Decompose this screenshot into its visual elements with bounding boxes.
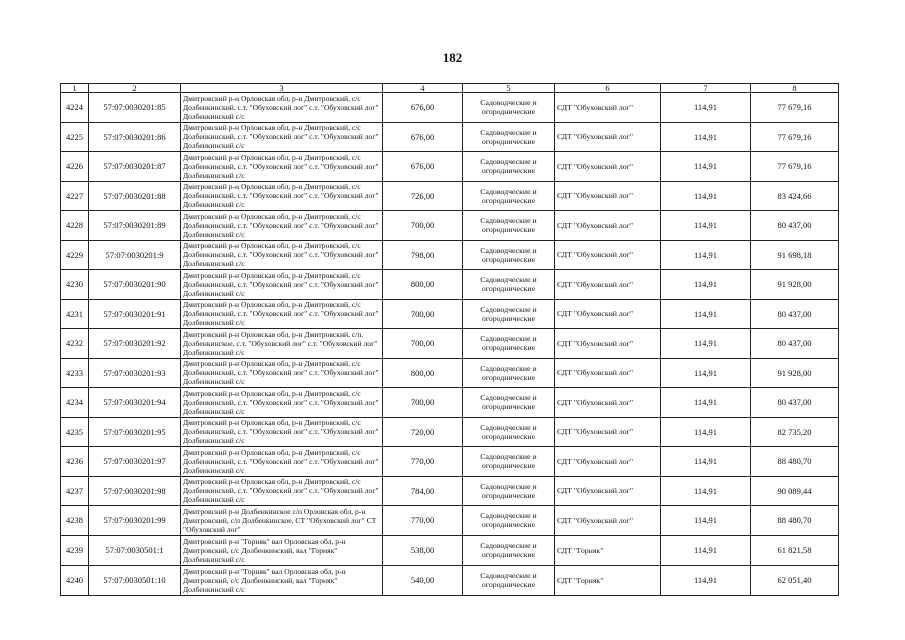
table-row	[61, 211, 839, 241]
row-number: 4238	[61, 506, 89, 536]
row-number: 4239	[61, 535, 89, 565]
area-cell: 676,00	[383, 152, 463, 182]
row-number: 4240	[61, 565, 89, 595]
unit-price-cell: 114,91	[661, 270, 751, 300]
organization-cell: СДТ "Обуховский лог"	[555, 358, 661, 388]
area-cell: 700,00	[383, 211, 463, 241]
unit-price-cell: 114,91	[661, 565, 751, 595]
column-header: 7	[661, 84, 751, 93]
row-number: 4231	[61, 299, 89, 329]
row-number: 4229	[61, 240, 89, 270]
cadastral-number: 57:07:0030201:85	[89, 93, 181, 123]
cadastral-number: 57:07:0030201:94	[89, 388, 181, 418]
address-cell: Дмитровский р-н Орловская обл, р-н Дмитровский, с/с Долбенкинский, с.т. "Обуховский лог" с.т. "Обуховский лог" Долбенкинский с/с	[181, 240, 383, 270]
table-row	[61, 535, 839, 565]
address-cell: Дмитровский р-н Орловская обл, р-н Дмитровский, с/с Долбенкинский, с.т. "Обуховский лог" с.т. "Обуховский лог" Долбенкинский с/с	[181, 476, 383, 506]
organization-cell: СДТ "Обуховский лог"	[555, 181, 661, 211]
area-cell: 770,00	[383, 506, 463, 536]
table-row	[61, 388, 839, 418]
unit-price-cell: 114,91	[661, 122, 751, 152]
area-cell: 800,00	[383, 270, 463, 300]
column-header: 2	[89, 84, 181, 93]
page-number: 182	[442, 50, 463, 65]
cadastral-number: 57:07:0030201:87	[89, 152, 181, 182]
address-cell: Дмитровский р-н "Горняк" вал Орловская обл, р-н Дмитровский, с/с Долбенкинский, вал "Горняк" Долбенкинский с/с	[181, 565, 383, 595]
row-number: 4235	[61, 417, 89, 447]
column-header: 1	[61, 84, 89, 93]
row-number: 4230	[61, 270, 89, 300]
table-row	[61, 476, 839, 506]
total-value-cell: 62 051,40	[751, 565, 839, 595]
cadastral-number: 57:07:0030201:90	[89, 270, 181, 300]
row-number: 4228	[61, 211, 89, 241]
total-value-cell: 80 437,00	[751, 211, 839, 241]
table-row	[61, 270, 839, 300]
unit-price-cell: 114,91	[661, 240, 751, 270]
address-cell: Дмитровский р-н Орловская обл, р-н Дмитровский, с/с Долбенкинский, с.т. "Обуховский лог" с.т. "Обуховский лог" Долбенкинский с/с	[181, 152, 383, 182]
total-value-cell: 80 437,00	[751, 299, 839, 329]
area-cell: 770,00	[383, 447, 463, 477]
column-header: 6	[555, 84, 661, 93]
organization-cell: СДТ "Обуховский лог"	[555, 476, 661, 506]
organization-cell: СДТ "Обуховский лог"	[555, 211, 661, 241]
unit-price-cell: 114,91	[661, 181, 751, 211]
row-number: 4233	[61, 358, 89, 388]
total-value-cell: 91 928,00	[751, 270, 839, 300]
area-cell: 700,00	[383, 388, 463, 418]
organization-cell: СДТ "Обуховский лог"	[555, 93, 661, 123]
total-value-cell: 82 735,20	[751, 417, 839, 447]
table-row	[61, 240, 839, 270]
cadastral-number: 57:07:0030201:92	[89, 329, 181, 359]
organization-cell: СДТ "Горняк"	[555, 535, 661, 565]
land-use-cell: Садоводческие и огороднические	[463, 93, 555, 123]
table-row	[61, 329, 839, 359]
unit-price-cell: 114,91	[661, 388, 751, 418]
row-number: 4225	[61, 122, 89, 152]
land-use-cell: Садоводческие и огороднические	[463, 506, 555, 536]
cadastral-number: 57:07:0030501:10	[89, 565, 181, 595]
total-value-cell: 88 480,70	[751, 447, 839, 477]
land-use-cell: Садоводческие и огороднические	[463, 240, 555, 270]
table-row	[61, 358, 839, 388]
table-row	[61, 122, 839, 152]
land-use-cell: Садоводческие и огороднические	[463, 211, 555, 241]
column-number-row	[61, 84, 839, 93]
unit-price-cell: 114,91	[661, 417, 751, 447]
unit-price-cell: 114,91	[661, 447, 751, 477]
cadastral-number: 57:07:0030201:93	[89, 358, 181, 388]
address-cell: Дмитровский р-н Орловская обл, р-н Дмитровский, с/с Долбенкинский, с.т. "Обуховский лог" с.т. "Обуховский лог" Долбенкинский с/с	[181, 270, 383, 300]
cadastral-number: 57:07:0030201:9	[89, 240, 181, 270]
unit-price-cell: 114,91	[661, 329, 751, 359]
organization-cell: СДТ "Обуховский лог"	[555, 152, 661, 182]
land-use-cell: Садоводческие и огороднические	[463, 270, 555, 300]
area-cell: 720,00	[383, 417, 463, 447]
organization-cell: СДТ "Обуховский лог"	[555, 388, 661, 418]
organization-cell: СДТ "Горняк"	[555, 565, 661, 595]
address-cell: Дмитровский р-н Орловская обл, р-н Дмитровский, с/с Долбенкинский, с.т. "Обуховский лог" с.т. "Обуховский лог" Долбенкинский с/с	[181, 299, 383, 329]
cadastral-number: 57:07:0030201:89	[89, 211, 181, 241]
address-cell: Дмитровский р-н "Горняк" вал Орловская обл, р-н Дмитровский, с/с Долбенкинский, вал "Горняк" Долбенкинский с/с	[181, 535, 383, 565]
column-header: 3	[181, 84, 383, 93]
table-body	[61, 93, 839, 596]
table-row	[61, 447, 839, 477]
address-cell: Дмитровский р-н Орловская обл, р-н Дмитровский, с/с Долбенкинский, с.т. "Обуховский лог" с.т. "Обуховский лог" Долбенкинский с/с	[181, 93, 383, 123]
land-use-cell: Садоводческие и огороднические	[463, 447, 555, 477]
row-number: 4237	[61, 476, 89, 506]
address-cell: Дмитровский р-н Орловская обл, р-н Дмитровский, с/с Долбенкинский, с.т. "Обуховский лог" с.т. "Обуховский лог" Долбенкинский с/с	[181, 181, 383, 211]
total-value-cell: 90 089,44	[751, 476, 839, 506]
area-cell: 700,00	[383, 299, 463, 329]
organization-cell: СДТ "Обуховский лог"	[555, 270, 661, 300]
cadastral-number: 57:07:0030201:99	[89, 506, 181, 536]
land-use-cell: Садоводческие и огороднические	[463, 358, 555, 388]
row-number: 4234	[61, 388, 89, 418]
total-value-cell: 83 424,66	[751, 181, 839, 211]
organization-cell: СДТ "Обуховский лог"	[555, 329, 661, 359]
area-cell: 800,00	[383, 358, 463, 388]
table-row	[61, 565, 839, 595]
land-use-cell: Садоводческие и огороднические	[463, 181, 555, 211]
area-cell: 798,00	[383, 240, 463, 270]
total-value-cell: 88 480,70	[751, 506, 839, 536]
unit-price-cell: 114,91	[661, 211, 751, 241]
address-cell: Дмитровский р-н Орловская обл, р-н Дмитровский, с/с Долбенкинский, с.т. "Обуховский лог" с.т. "Обуховский лог" Долбенкинский с/с	[181, 122, 383, 152]
row-number: 4232	[61, 329, 89, 359]
row-number: 4236	[61, 447, 89, 477]
table-row	[61, 93, 839, 123]
unit-price-cell: 114,91	[661, 152, 751, 182]
unit-price-cell: 114,91	[661, 299, 751, 329]
land-use-cell: Садоводческие и огороднические	[463, 329, 555, 359]
table-row	[61, 299, 839, 329]
area-cell: 540,00	[383, 565, 463, 595]
land-registry-table	[60, 83, 839, 596]
land-use-cell: Садоводческие и огороднические	[463, 476, 555, 506]
area-cell: 538,00	[383, 535, 463, 565]
organization-cell: СДТ "Обуховский лог"	[555, 506, 661, 536]
unit-price-cell: 114,91	[661, 506, 751, 536]
total-value-cell: 91 928,00	[751, 358, 839, 388]
cadastral-number: 57:07:0030201:97	[89, 447, 181, 477]
row-number: 4224	[61, 93, 89, 123]
land-use-cell: Садоводческие и огороднические	[463, 565, 555, 595]
row-number: 4227	[61, 181, 89, 211]
area-cell: 676,00	[383, 122, 463, 152]
organization-cell: СДТ "Обуховский лог"	[555, 417, 661, 447]
table-row	[61, 152, 839, 182]
total-value-cell: 61 821,58	[751, 535, 839, 565]
total-value-cell: 77 679,16	[751, 152, 839, 182]
total-value-cell: 80 437,00	[751, 388, 839, 418]
cadastral-number: 57:07:0030201:88	[89, 181, 181, 211]
organization-cell: СДТ "Обуховский лог"	[555, 240, 661, 270]
address-cell: Дмитровский р-н Орловская обл, р-н Дмитровский, с/с Долбенкинский, с.т. "Обуховский лог" с.т. "Обуховский лог" Долбенкинский с/с	[181, 417, 383, 447]
cadastral-number: 57:07:0030201:95	[89, 417, 181, 447]
land-use-cell: Садоводческие и огороднические	[463, 122, 555, 152]
table-row	[61, 506, 839, 536]
land-use-cell: Садоводческие и огороднические	[463, 299, 555, 329]
organization-cell: СДТ "Обуховский лог"	[555, 122, 661, 152]
area-cell: 676,00	[383, 93, 463, 123]
table-row	[61, 181, 839, 211]
address-cell: Дмитровский р-н Орловская обл, р-н Дмитровский, с/с Долбенкинский, с.т. "Обуховский лог" с.т. "Обуховский лог" Долбенкинский с/с	[181, 447, 383, 477]
column-header: 8	[751, 84, 839, 93]
address-cell: Дмитровский р-н Орловская обл, р-н Дмитровский, с/п. Долбенкинское, с.т. "Обуховский лог" с.т. "Обуховский лог" Долбенкинский с/с	[181, 329, 383, 359]
land-use-cell: Садоводческие и огороднические	[463, 535, 555, 565]
organization-cell: СДТ "Обуховский лог"	[555, 299, 661, 329]
unit-price-cell: 114,91	[661, 476, 751, 506]
total-value-cell: 91 698,18	[751, 240, 839, 270]
unit-price-cell: 114,91	[661, 535, 751, 565]
total-value-cell: 77 679,16	[751, 93, 839, 123]
table-row	[61, 417, 839, 447]
column-header: 5	[463, 84, 555, 93]
row-number: 4226	[61, 152, 89, 182]
unit-price-cell: 114,91	[661, 358, 751, 388]
land-use-cell: Садоводческие и огороднические	[463, 152, 555, 182]
total-value-cell: 80 437,00	[751, 329, 839, 359]
address-cell: Дмитровский р-н Долбенкинское с/п Орловская обл, р-н Дмитровский, с/п Долбенкинское, СТ "Обуховский лог" СТ "Обуховский лог"	[181, 506, 383, 536]
unit-price-cell: 114,91	[661, 93, 751, 123]
address-cell: Дмитровский р-н Орловская обл, р-н Дмитровский, с/с Долбенкинский, с.т. "Обуховский лог" с.т. "Обуховский лог" Долбенкинский с/с	[181, 388, 383, 418]
cadastral-number: 57:07:0030501:1	[89, 535, 181, 565]
column-header: 4	[383, 84, 463, 93]
cadastral-number: 57:07:0030201:86	[89, 122, 181, 152]
organization-cell: СДТ "Обуховский лог"	[555, 447, 661, 477]
area-cell: 700,00	[383, 329, 463, 359]
total-value-cell: 77 679,16	[751, 122, 839, 152]
land-use-cell: Садоводческие и огороднические	[463, 417, 555, 447]
cadastral-number: 57:07:0030201:98	[89, 476, 181, 506]
address-cell: Дмитровский р-н Орловская обл, р-н Дмитровский, с/с Долбенкинский, с.т. "Обуховский лог" с.т. "Обуховский лог" Долбенкинский с/с	[181, 358, 383, 388]
area-cell: 784,00	[383, 476, 463, 506]
cadastral-number: 57:07:0030201:91	[89, 299, 181, 329]
land-use-cell: Садоводческие и огороднические	[463, 388, 555, 418]
address-cell: Дмитровский р-н Орловская обл, р-н Дмитровский, с/с Долбенкинский, с.т. "Обуховский лог" с.т. "Обуховский лог" Долбенкинский с/с	[181, 211, 383, 241]
area-cell: 726,00	[383, 181, 463, 211]
